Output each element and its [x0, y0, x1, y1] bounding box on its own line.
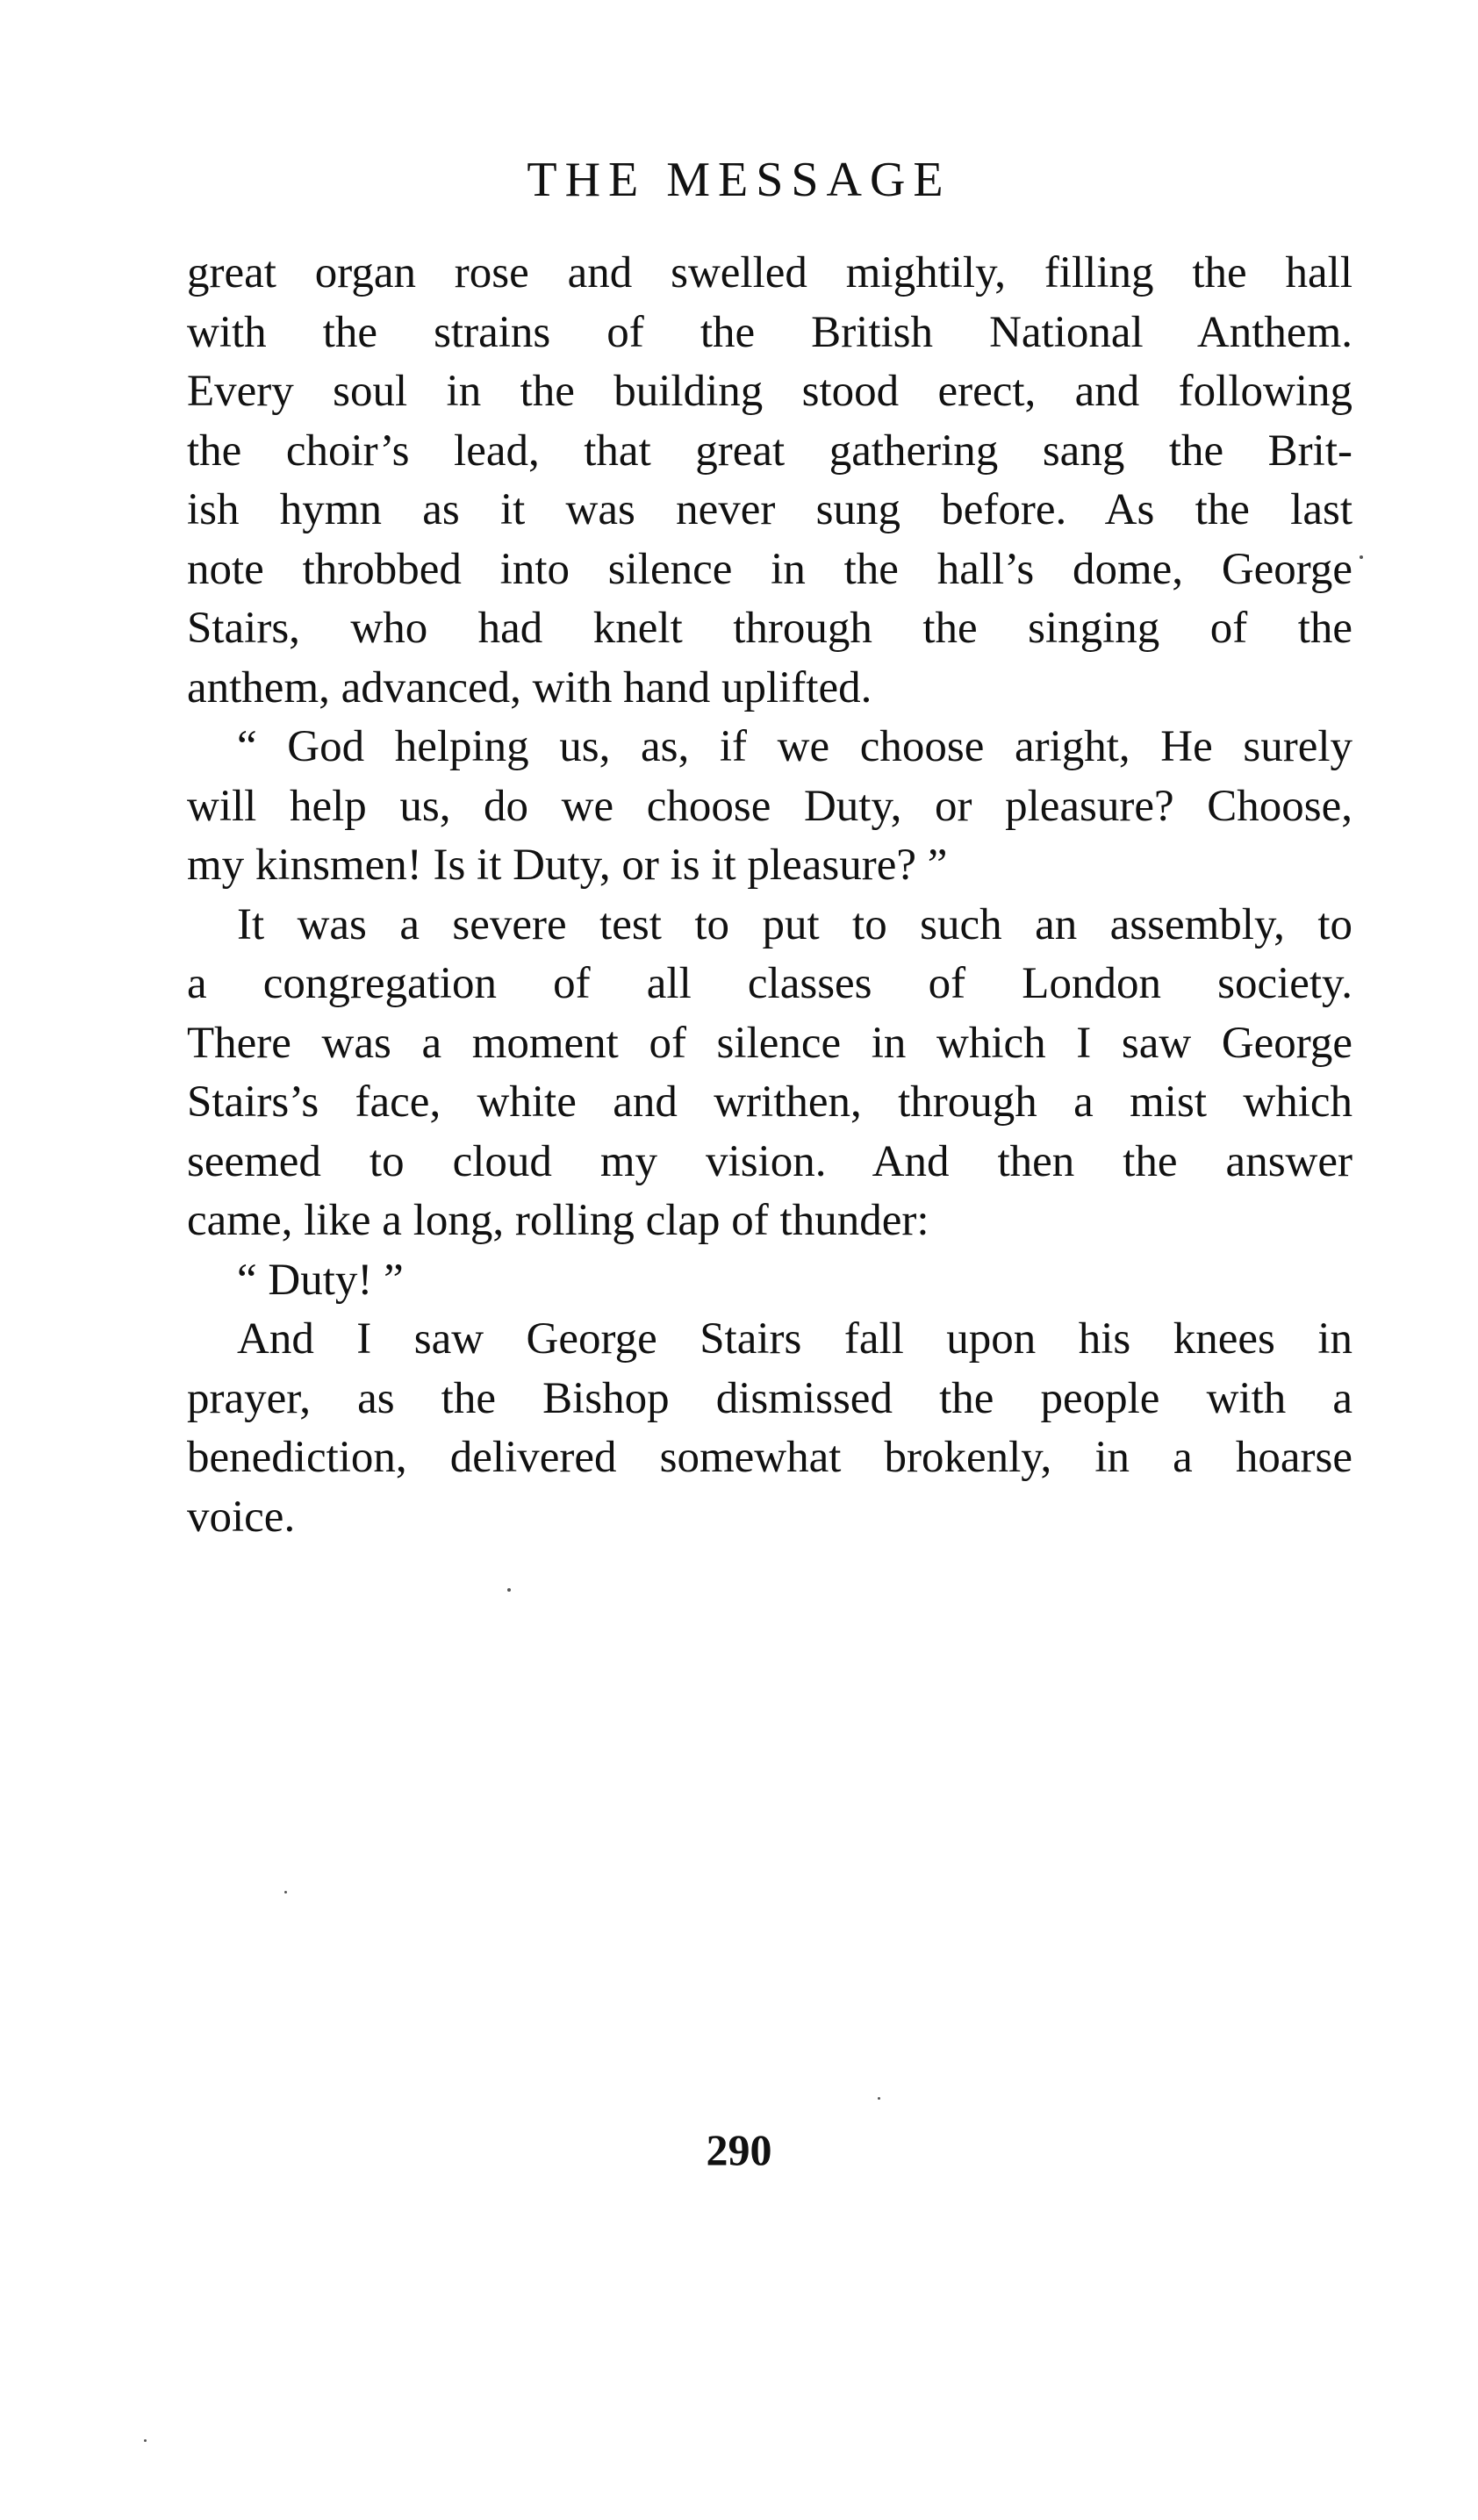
text-line: came, like a long, rolling clap of thunder:: [187, 1196, 929, 1245]
text-line: benediction, delivered somewhat brokenly, in a hoarse: [187, 1433, 1352, 1482]
text-line: “ Duty! ”: [237, 1255, 404, 1305]
paragraph-4: [187, 1251, 1352, 1311]
text-line: will help us, do we choose Duty, or pleasure? Choose,: [187, 781, 1352, 831]
text-line: the choir’s lead, that great gathering sang the Brit-: [187, 426, 1352, 476]
body-text: [187, 244, 1352, 1547]
print-speck: [284, 1891, 287, 1894]
print-speck: [507, 1588, 511, 1592]
page-number: 290: [706, 2125, 772, 2174]
paragraph-3: [187, 896, 1352, 1251]
paragraph-2: [187, 718, 1352, 896]
text-line: ish hymn as it was never sung before. As the last: [187, 485, 1352, 534]
text-line: Every soul in the building stood erect, and following: [187, 367, 1352, 416]
text-line: great organ rose and swelled mightily, filling the hall: [187, 248, 1352, 297]
text-line: a congregation of all classes of London society.: [187, 959, 1352, 1008]
text-line: note throbbed into silence in the hall’s dome, George: [187, 544, 1352, 594]
print-speck: [1360, 555, 1363, 559]
text-line: Stairs’s face, white and writhen, through a mist which: [187, 1077, 1352, 1127]
text-line: anthem, advanced, with hand uplifted.: [187, 662, 872, 712]
text-line: with the strains of the British National Anthem.: [187, 307, 1352, 357]
running-head: THE MESSAGE: [527, 153, 951, 207]
print-speck: [878, 2097, 880, 2100]
text-line: my kinsmen! Is it Duty, or is it pleasure? ”: [187, 841, 948, 890]
print-speck: [144, 2439, 147, 2442]
paragraph-5: [187, 1310, 1352, 1547]
text-line: There was a moment of silence in which I saw George: [187, 1018, 1352, 1068]
text-line: And I saw George Stairs fall upon his knees in: [237, 1314, 1352, 1364]
text-line: Stairs, who had knelt through the singing of the: [187, 604, 1352, 653]
text-line: voice.: [187, 1492, 296, 1542]
text-line: “ God helping us, as, if we choose aright, He surely: [237, 722, 1352, 771]
text-line: It was a severe test to put to such an assembly, to: [237, 899, 1352, 949]
text-line: seemed to cloud my vision. And then the answer: [187, 1136, 1352, 1186]
text-line: prayer, as the Bishop dismissed the people with a: [187, 1373, 1352, 1423]
paragraph-1: [187, 244, 1352, 718]
